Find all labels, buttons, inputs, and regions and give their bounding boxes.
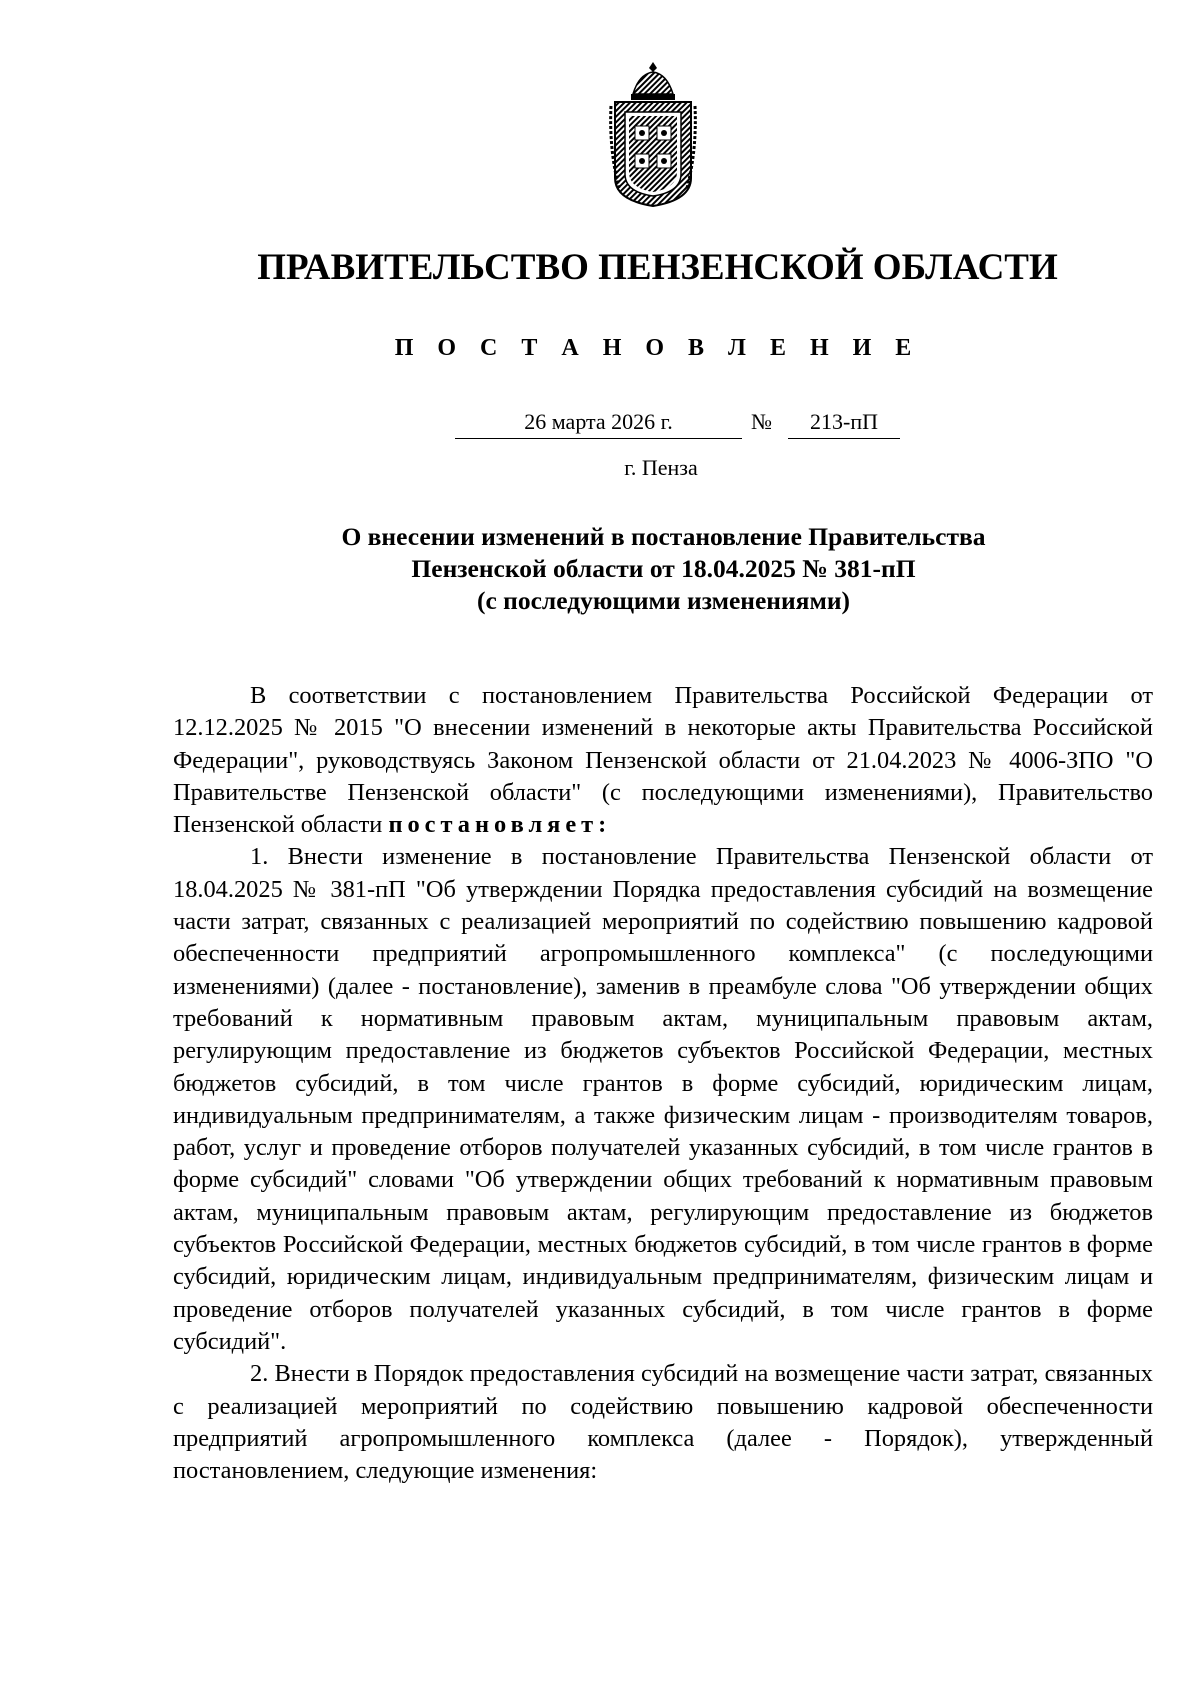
date-number-line xyxy=(0,410,1200,440)
document-number: 213-пП xyxy=(788,410,900,439)
coat-of-arms-icon xyxy=(609,60,697,208)
heading-line-3: (с последующими изменениями) xyxy=(476,586,851,615)
item-1-paragraph: 1. Внести изменение в постановление Правительства Пензенской области от 18.04.2025 № 381-пП "Об утверждении Порядка предоставления субсидий на возмещение части затрат, связанных с реализацией мероприятий по содействию повышению кадровой обеспеченности предприятий агропромышленного комплекса" (с последующими изменениями) (далее - постановление), заменив в преамбуле слова "Об утверждении общих требований к нормативным правовым актам, муниципальным правовым актам, регулирующим предоставление из бюджетов субъектов Российской Федерации, местных бюджетов субсидий, в том числе грантов в форме субсидий, юридическим лицам, индивидуальным предпринимателям, а также физическим лицам - производителям товаров, работ, услуг и проведение отборов получателей указанных субсидий, в том числе грантов в форме субсидий" словами "Об утверждении общих требований к нормативным правовым актам, муниципальным правовым актам, регулирующим предоставление из бюджетов субъектов Российской Федерации, местных бюджетов субсидий, в том числе грантов в форме субсидий, юридическим лицам, индивидуальным предпринимателям, физическим лицам и проведение отборов получателей указанных субсидий, в том числе грантов в форме субсидий". xyxy=(173,843,1153,1355)
organization-title: ПРАВИТЕЛЬСТВО ПЕНЗЕНСКОЙ ОБЛАСТИ xyxy=(257,247,1058,288)
heading-line-2: Пензенской области от 18.04.2025 № 381-пП xyxy=(411,554,916,583)
document-body xyxy=(173,680,1153,1487)
city: г. Пенза xyxy=(624,455,698,480)
preamble-text: В соответствии с постановлением Правительства Российской Федерации от 12.12.2025 № 2015 "О внесении изменений в некоторые акты Правительства Российской Федерации", руководствуясь Законом Пензенской области от 21.04.2023 № 4006-ЗПО "О Правительстве Пензенской области" (с последующими изменениями), Правительство Пензенской области xyxy=(173,682,1153,839)
preamble-paragraph xyxy=(173,680,1153,841)
document-heading xyxy=(0,521,1200,617)
document-type: П О С Т А Н О В Л Е Н И Е xyxy=(394,335,921,361)
document-date: 26 марта 2026 г. xyxy=(455,410,742,439)
item-2-paragraph: 2. Внести в Порядок предоставления субсидий на возмещение части затрат, связанных с реализацией мероприятий по содействию повышению кадровой обеспеченности предприятий агропромышленного комплекса (далее - Порядок), утвержденный постановлением, следующие изменения: xyxy=(173,1360,1153,1485)
resolves-word: постановляет: xyxy=(388,811,612,839)
heading-line-1: О внесении изменений в постановление Правительства xyxy=(341,522,986,551)
number-sign: № xyxy=(751,409,772,434)
